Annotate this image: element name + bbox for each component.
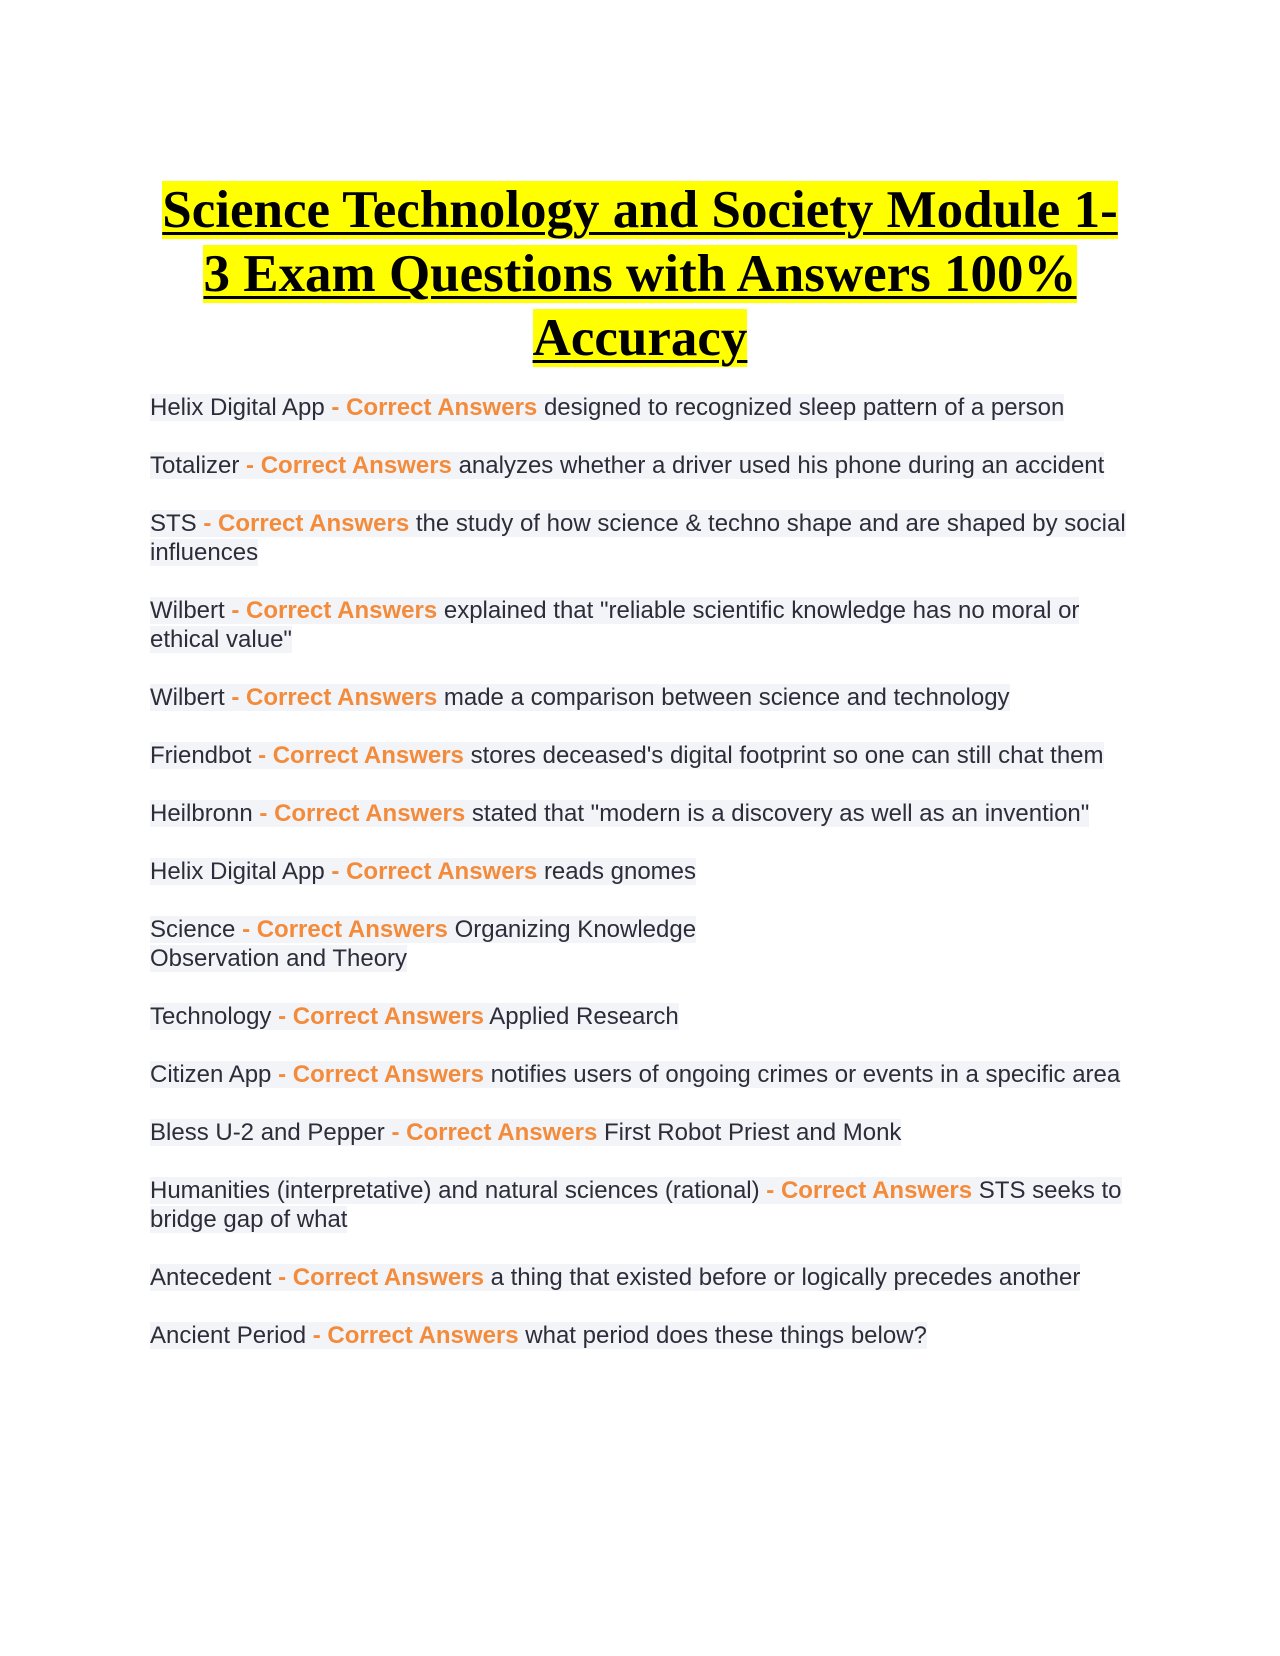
qa-item [150, 1263, 1140, 1292]
qa-separator: - Correct Answers [278, 1003, 484, 1030]
qa-item [150, 915, 1140, 973]
qa-term: Technology [150, 1003, 272, 1030]
qa-separator: - Correct Answers [278, 1264, 484, 1291]
qa-list [150, 393, 1140, 1379]
qa-separator: - Correct Answers [203, 510, 410, 537]
qa-term: Citizen App [150, 1061, 272, 1088]
qa-answer: the study of how science & techno shape and are shaped by social influences [150, 510, 1126, 566]
qa-separator: - Correct Answers [231, 597, 438, 624]
qa-answer-line2: Observation and Theory [150, 945, 408, 972]
qa-separator: - Correct Answers [766, 1177, 973, 1204]
qa-separator: - Correct Answers [259, 800, 466, 827]
qa-item [150, 799, 1140, 828]
qa-item [150, 509, 1140, 567]
qa-item [150, 393, 1140, 422]
qa-term: Humanities (interpretative) and natural sciences (rational) [150, 1177, 760, 1204]
qa-separator: - Correct Answers [231, 684, 438, 711]
qa-separator: - Correct Answers [312, 1322, 519, 1349]
qa-answer: a thing that existed before or logically precedes another [490, 1264, 1081, 1291]
qa-term: Friendbot [150, 742, 252, 769]
qa-item [150, 1176, 1140, 1234]
qa-term: Wilbert [150, 684, 225, 711]
qa-answer: First Robot Priest and Monk [603, 1119, 902, 1146]
qa-item [150, 1002, 1140, 1031]
qa-item [150, 741, 1140, 770]
qa-item [150, 1060, 1140, 1089]
qa-term: Helix Digital App [150, 394, 325, 421]
qa-separator: - Correct Answers [278, 1061, 484, 1088]
qa-term: Totalizer [150, 452, 240, 479]
qa-answer: what period does these things below? [525, 1322, 927, 1349]
qa-answer: stores deceased's digital footprint so one can still chat them [470, 742, 1104, 769]
qa-item [150, 596, 1140, 654]
qa-separator: - Correct Answers [242, 916, 448, 943]
qa-answer: notifies users of ongoing crimes or events in a specific area [490, 1061, 1121, 1088]
qa-term: STS [150, 510, 197, 537]
qa-item [150, 857, 1140, 886]
qa-separator: - Correct Answers [246, 452, 452, 479]
qa-answer: Organizing Knowledge [454, 916, 697, 943]
qa-item [150, 451, 1140, 480]
qa-separator: - Correct Answers [331, 858, 538, 885]
document-title-text: Science Technology and Society Module 1-3 Exam Questions with Answers 100% Accuracy [162, 181, 1118, 367]
qa-term: Science [150, 916, 236, 943]
qa-answer: made a comparison between science and technology [443, 684, 1010, 711]
qa-answer: reads gnomes [543, 858, 697, 885]
qa-term: Ancient Period [150, 1322, 307, 1349]
qa-term: Wilbert [150, 597, 225, 624]
qa-item [150, 1321, 1140, 1350]
qa-term: Antecedent [150, 1264, 272, 1291]
qa-separator: - Correct Answers [391, 1119, 598, 1146]
qa-answer: stated that "modern is a discovery as well as an invention" [471, 800, 1090, 827]
qa-answer: analyzes whether a driver used his phone during an accident [458, 452, 1105, 479]
qa-separator: - Correct Answers [258, 742, 464, 769]
qa-term: Bless U-2 and Pepper [150, 1119, 385, 1146]
qa-answer: designed to recognized sleep pattern of a person [543, 394, 1065, 421]
qa-item [150, 1118, 1140, 1147]
document-title [150, 178, 1130, 370]
qa-separator: - Correct Answers [331, 394, 538, 421]
qa-answer: STS seeks to bridge gap of what [150, 1177, 1122, 1233]
qa-term: Helix Digital App [150, 858, 325, 885]
qa-term: Heilbronn [150, 800, 253, 827]
qa-answer: Applied Research [489, 1003, 679, 1030]
qa-answer: explained that "reliable scientific knowledge has no moral or ethical value" [150, 597, 1080, 653]
qa-item [150, 683, 1140, 712]
